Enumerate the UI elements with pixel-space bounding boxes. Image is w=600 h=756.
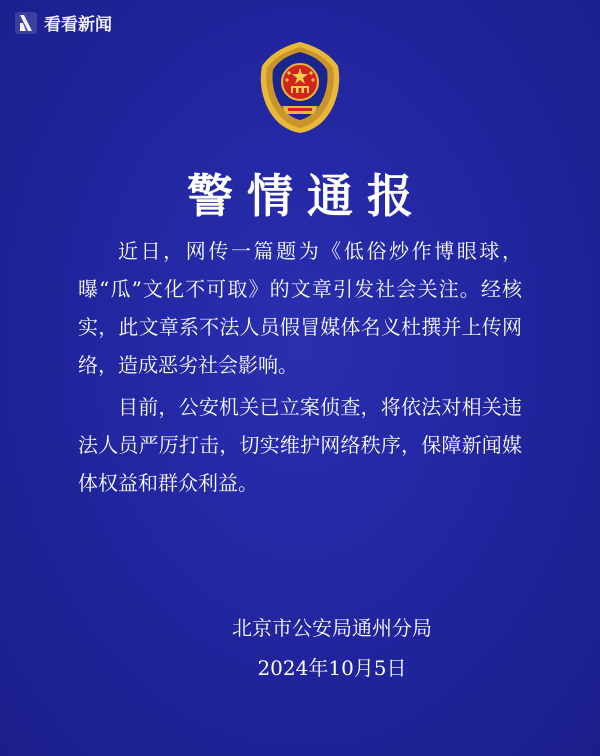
police-badge-icon — [258, 40, 342, 134]
notice-paragraph: 目前，公安机关已立案侦查，将依法对相关违法人员严厉打击，切实维护网络秩序，保障新闻媒体权益和群众利益。 — [78, 395, 522, 495]
signature-block — [0, 608, 452, 688]
kankan-news-logo-icon — [14, 11, 38, 35]
notice-title: 警情通报 — [187, 169, 427, 223]
notice-paragraph: 近日，网传一篇题为《低俗炒作博眼球，曝“瓜”文化不可取》的文章引发社会关注。经核实，此文章系不法人员假冒媒体名义杜撰并上传网络，造成恶劣社会影响。 — [78, 239, 522, 377]
issue-date: 2024年10月5日 — [257, 656, 407, 680]
issuer: 北京市公安局通州分局 — [232, 616, 432, 640]
notice-body — [78, 232, 522, 506]
watermark-brand: 看看新闻 — [44, 15, 112, 35]
watermark — [14, 10, 112, 35]
